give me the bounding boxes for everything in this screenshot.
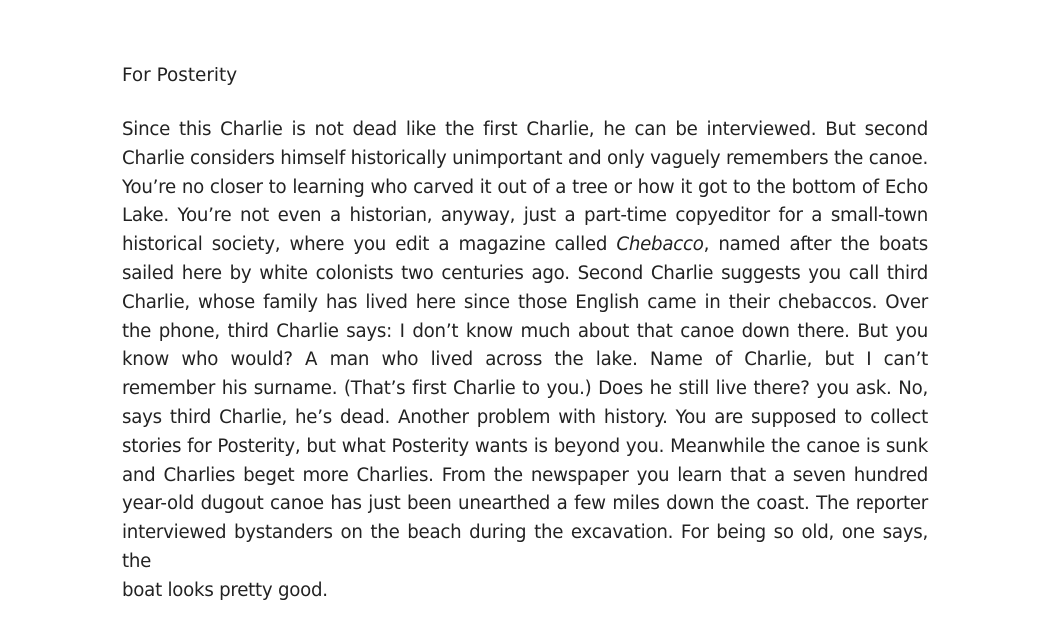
text-line: stories for Posterity, but what Posterity wants is beyond you. Meanwhile the canoe is sunk — [122, 435, 928, 457]
text-line: boat looks pretty good. — [122, 579, 328, 601]
magazine-title: Chebacco — [616, 234, 704, 256]
text-line: and Charlies beget more Charlies. From the newspaper you learn that a seven hundred — [122, 464, 928, 486]
text-line: the phone, third Charlie says: I don’t know much about that canoe down there. But you — [122, 320, 928, 342]
body-paragraph — [122, 116, 928, 606]
text-line: historical society, where you edit a magazine called Chebacco, named after the boats — [122, 234, 928, 256]
text-line: Charlie, whose family has lived here since those English came in their chebaccos. Over — [122, 291, 928, 313]
text-line: You’re no closer to learning who carved it out of a tree or how it got to the bottom of Echo — [122, 176, 928, 198]
text-line: remember his surname. (That’s first Charlie to you.) Does he still live there? you ask. No, — [122, 378, 928, 400]
document-title: For Posterity — [122, 65, 238, 86]
text-line: Charlie considers himself historically unimportant and only vaguely remembers the canoe. — [122, 147, 928, 169]
text-line: sailed here by white colonists two centuries ago. Second Charlie suggests you call third — [122, 262, 928, 284]
text-line: know who would? A man who lived across the lake. Name of Charlie, but I can’t — [122, 349, 928, 371]
text-line: Since this Charlie is not dead like the first Charlie, he can be interviewed. But second — [122, 119, 928, 140]
text-line: interviewed bystanders on the beach during the excavation. For being so old, one says, the — [122, 522, 928, 572]
text-line: year-old dugout canoe has just been unearthed a few miles down the coast. The reporter — [122, 493, 928, 515]
text-line: Lake. You’re not even a historian, anyway, just a part-time copyeditor for a small-town — [122, 205, 928, 227]
text-line: says third Charlie, he’s dead. Another problem with history. You are supposed to collect — [122, 406, 928, 428]
